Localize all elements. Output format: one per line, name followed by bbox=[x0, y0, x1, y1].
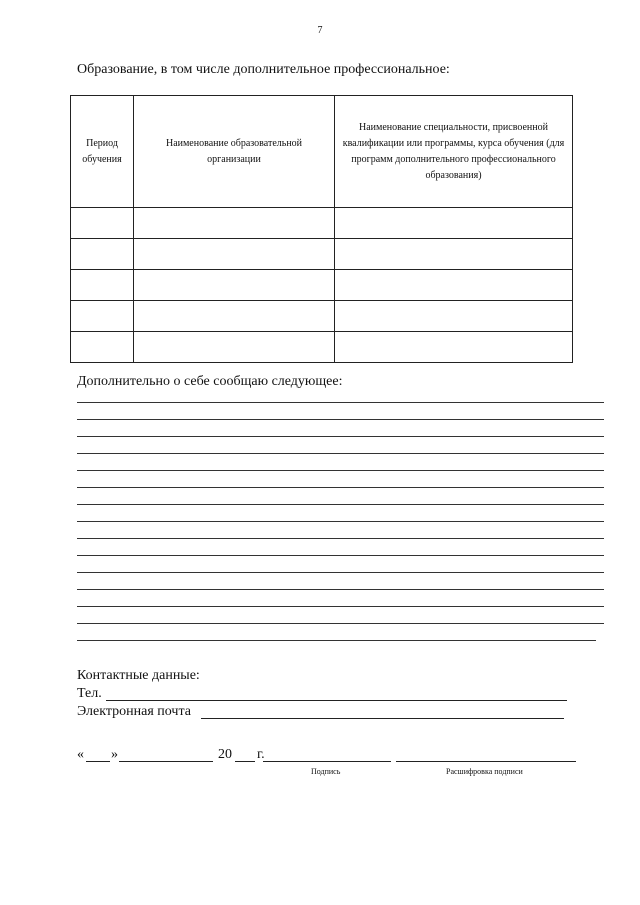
writing-line[interactable] bbox=[77, 505, 604, 522]
writing-line[interactable] bbox=[77, 488, 604, 505]
phone-field-part1[interactable] bbox=[106, 686, 288, 701]
organization-name-cell[interactable] bbox=[134, 208, 335, 239]
about-writing-lines[interactable] bbox=[77, 386, 604, 641]
writing-line[interactable] bbox=[77, 403, 604, 420]
specialty-name-cell[interactable] bbox=[335, 270, 573, 301]
year-prefix: 20 bbox=[218, 747, 232, 762]
date-close-quote: » bbox=[111, 747, 118, 762]
phone-label: Тел. bbox=[77, 686, 102, 701]
email-row bbox=[77, 704, 191, 720]
writing-line[interactable] bbox=[77, 471, 604, 488]
specialty-name-cell[interactable] bbox=[335, 332, 573, 363]
education-table bbox=[70, 95, 573, 363]
study-period-cell[interactable] bbox=[71, 270, 134, 301]
writing-line[interactable] bbox=[77, 437, 604, 454]
header-organization-name: Наименование образовательной организации bbox=[134, 96, 335, 208]
day-field[interactable] bbox=[86, 747, 110, 762]
study-period-cell[interactable] bbox=[71, 301, 134, 332]
header-study-period: Период обучения bbox=[71, 96, 134, 208]
email-field[interactable] bbox=[201, 704, 564, 719]
education-section-title: Образование, в том числе дополнительное профессиональное: bbox=[77, 62, 450, 77]
writing-line[interactable] bbox=[77, 590, 604, 607]
signature-decoding-caption: Расшифровка подписи bbox=[446, 767, 523, 776]
email-label: Электронная почта bbox=[77, 704, 191, 719]
page-number: 7 bbox=[317, 25, 323, 36]
writing-line[interactable] bbox=[77, 522, 604, 539]
specialty-name-cell[interactable] bbox=[335, 301, 573, 332]
education-table-header-row bbox=[71, 96, 573, 208]
month-field[interactable] bbox=[119, 747, 213, 762]
organization-name-cell[interactable] bbox=[134, 239, 335, 270]
education-table-row bbox=[71, 301, 573, 332]
education-table-row bbox=[71, 208, 573, 239]
education-table-row bbox=[71, 270, 573, 301]
organization-name-cell[interactable] bbox=[134, 270, 335, 301]
writing-line[interactable] bbox=[77, 420, 604, 437]
organization-name-cell[interactable] bbox=[134, 301, 335, 332]
writing-line[interactable] bbox=[77, 454, 604, 471]
writing-line[interactable] bbox=[77, 556, 604, 573]
year-field[interactable] bbox=[235, 747, 255, 762]
education-table-row bbox=[71, 239, 573, 270]
study-period-cell[interactable] bbox=[71, 208, 134, 239]
phone-row bbox=[77, 686, 102, 702]
signature-decoding-field[interactable] bbox=[396, 747, 576, 762]
header-specialty-name: Наименование специальности, присвоенной квалификации или программы, курса обучения (для программ дополнительного профессионального образования) bbox=[335, 96, 573, 208]
organization-name-cell[interactable] bbox=[134, 332, 335, 363]
writing-line[interactable] bbox=[77, 624, 596, 641]
phone-field-part2[interactable] bbox=[288, 686, 567, 701]
writing-line[interactable] bbox=[77, 386, 604, 403]
writing-line[interactable] bbox=[77, 539, 604, 556]
year-suffix: г. bbox=[257, 747, 265, 762]
signature-field[interactable] bbox=[263, 747, 391, 762]
specialty-name-cell[interactable] bbox=[335, 208, 573, 239]
specialty-name-cell[interactable] bbox=[335, 239, 573, 270]
writing-line[interactable] bbox=[77, 607, 604, 624]
education-table-row bbox=[71, 332, 573, 363]
date-row bbox=[77, 747, 84, 763]
about-section-title: Дополнительно о себе сообщаю следующее: bbox=[77, 374, 343, 389]
signature-caption: Подпись bbox=[311, 767, 341, 776]
study-period-cell[interactable] bbox=[71, 239, 134, 270]
date-open-quote: « bbox=[77, 747, 84, 762]
study-period-cell[interactable] bbox=[71, 332, 134, 363]
writing-line[interactable] bbox=[77, 573, 604, 590]
contacts-section-title: Контактные данные: bbox=[77, 668, 200, 683]
